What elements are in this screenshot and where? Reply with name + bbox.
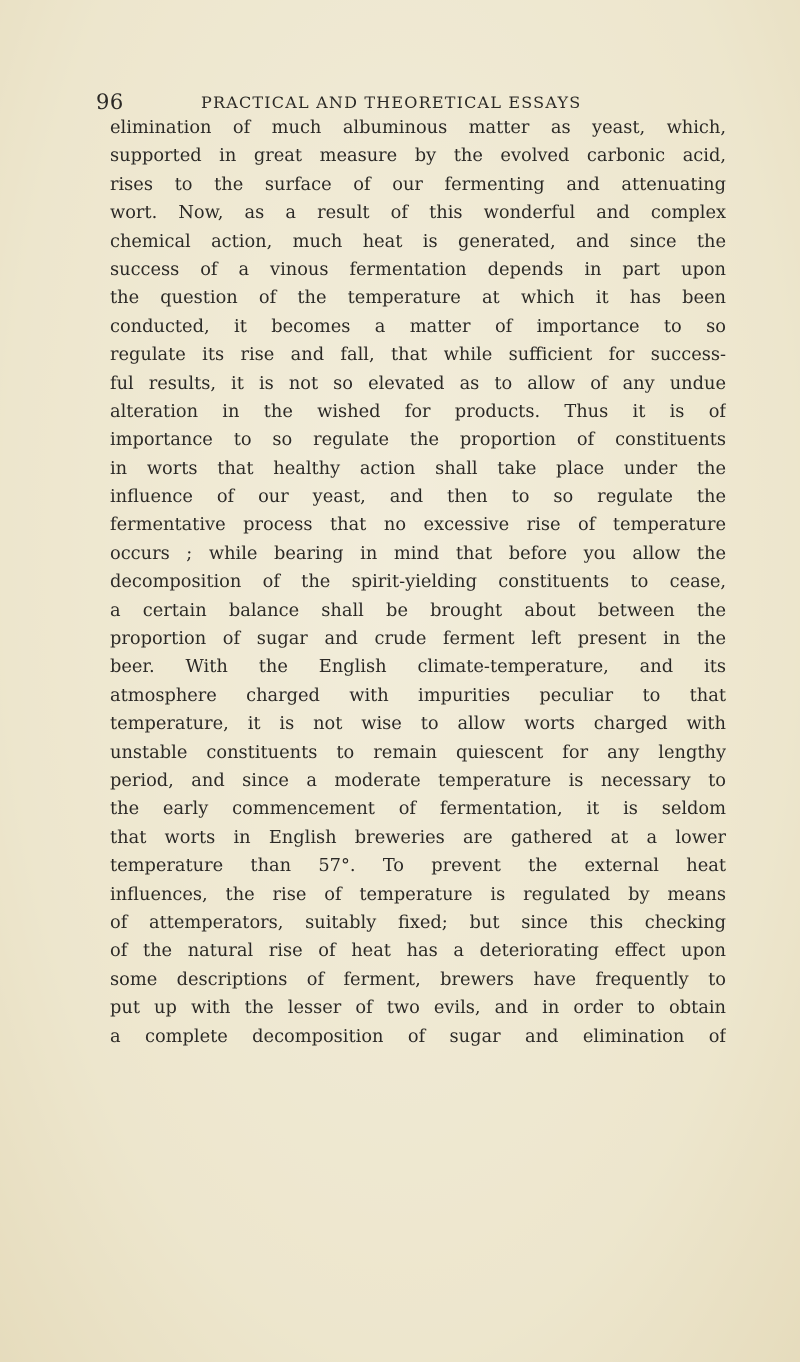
text-line: ful results, it is not so elevated as to allow of any undue <box>110 372 726 394</box>
text-line: proportion of sugar and crude ferment left present in the <box>110 628 726 650</box>
text-line: regulate its rise and fall, that while sufficient for success- <box>110 344 726 366</box>
text-line: in worts that healthy action shall take place under the <box>110 457 726 479</box>
text-line: of the natural rise of heat has a deteriorating effect upon <box>110 940 726 962</box>
text-line: chemical action, much heat is generated, and since the <box>110 230 726 252</box>
text-line: of attemperators, suitably fixed; but since this checking <box>110 911 726 933</box>
text-line: rises to the surface of our fermenting and attenuating <box>110 173 726 195</box>
text-line: a certain balance shall be brought about between the <box>110 599 726 621</box>
text-line: conducted, it becomes a matter of importance to so <box>110 315 726 337</box>
running-head: PRACTICAL AND THEORETICAL ESSAYS <box>201 93 582 112</box>
text-line: importance to so regulate the proportion of constituents <box>110 429 726 451</box>
text-line: influence of our yeast, and then to so regulate the <box>110 486 726 508</box>
text-line: temperature than 57°. To prevent the external heat <box>110 855 726 877</box>
text-line: the question of the temperature at which it has been <box>110 287 726 309</box>
text-line: elimination of much albuminous matter as yeast, which, <box>110 117 726 138</box>
text-line: some descriptions of ferment, brewers have frequently to <box>110 968 726 990</box>
text-line: decomposition of the spirit-yielding constituents to cease, <box>110 571 726 593</box>
text-line: occurs ; while bearing in mind that before you allow the <box>110 542 726 564</box>
text-line: that worts in English breweries are gathered at a lower <box>110 826 726 848</box>
text-line: unstable constituents to remain quiescent for any lengthy <box>110 741 726 763</box>
text-line: temperature, it is not wise to allow worts charged with <box>110 713 726 735</box>
body-text <box>110 114 726 1051</box>
text-line: fermentative process that no excessive rise of temperature <box>110 514 726 536</box>
text-line: atmosphere charged with impurities peculiar to that <box>110 684 726 706</box>
text-line: put up with the lesser of two evils, and in order to obtain <box>110 997 726 1019</box>
text-line: a complete decomposition of sugar and elimination of <box>110 1025 726 1047</box>
text-line: period, and since a moderate temperature is necessary to <box>110 769 726 791</box>
text-line: wort. Now, as a result of this wonderful and complex <box>110 202 726 224</box>
text-line: alteration in the wished for products. Thus it is of <box>110 400 726 422</box>
text-line: supported in great measure by the evolved carbonic acid, <box>110 145 726 167</box>
text-line: influences, the rise of temperature is regulated by means <box>110 883 726 905</box>
text-line: beer. With the English climate-temperature, and its <box>110 656 726 678</box>
text-line: success of a vinous fermentation depends in part upon <box>110 258 726 280</box>
page-number: 96 <box>96 90 124 114</box>
text-line: the early commencement of fermentation, it is seldom <box>110 798 726 820</box>
